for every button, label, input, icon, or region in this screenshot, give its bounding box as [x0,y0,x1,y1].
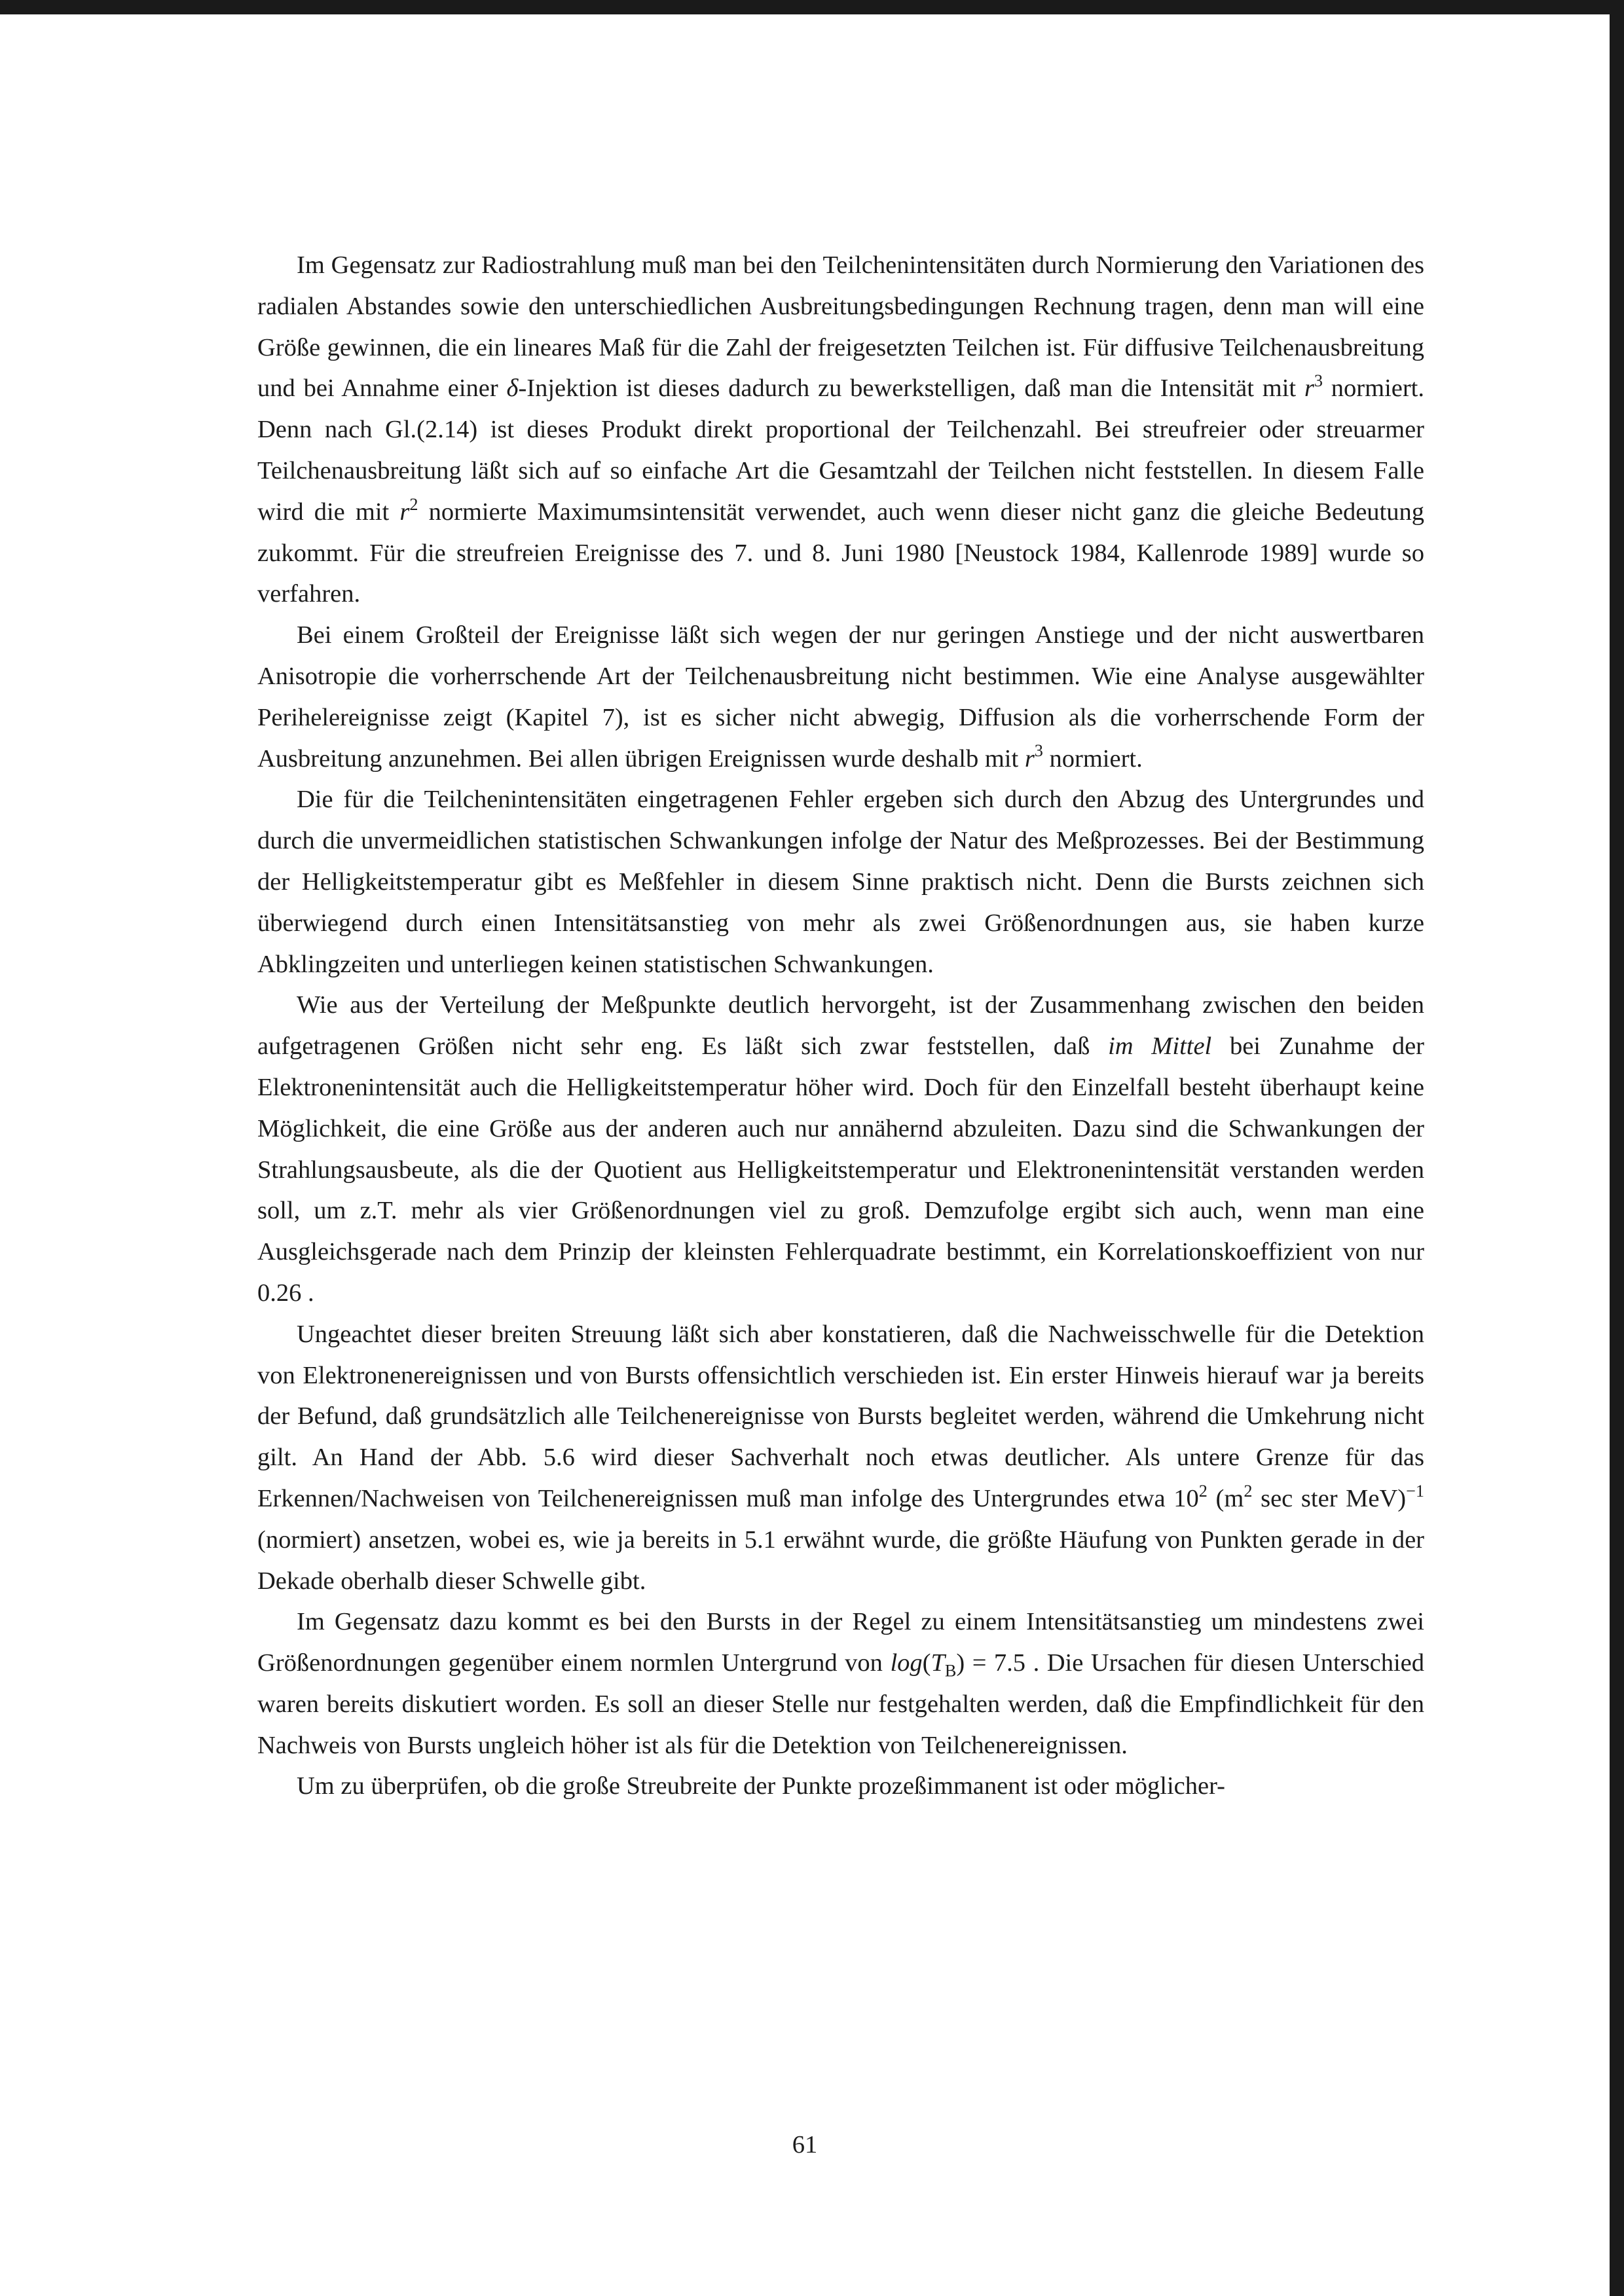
paragraph [257,1766,1424,1807]
superscript: 2 [409,494,418,514]
superscript: 3 [1034,741,1043,761]
italic-text: r [1304,374,1314,403]
text-run: bei Zunahme der Elektronenintensität auch die Helligkeitstemperatur höher wird. Doch für den Einzelfall besteht überhaupt keine Möglichkeit, die eine Größe aus der anderen auch nur annähernd abzuleiten. Dazu sind die Schwankungen der Strahlungsausbeute, als die der Quotient aus Helligkeitstemperatur und Elektronenintensität verstanden werden soll, um z.T. mehr als vier Größenordnungen viel zu groß. Demzufolge ergibt sich auch, wenn man eine Ausgleichsgerade nach dem Prinzip der kleinsten Fehlerquadrate bestimmt, ein Korrelationskoeffizient von nur 0.26 . [257,1032,1424,1307]
superscript: 2 [1244,1481,1253,1501]
text-run: -Injektion ist dieses dadurch zu bewerkstelligen, daß man die Intensität mit [518,374,1304,403]
text-run: Bei einem Großteil der Ereignisse läßt sich wegen der nur geringen Anstiege und der nicht auswertbaren Anisotropie die vorherrschende Art der Teilchenausbreitung nicht bestimmen. Wie eine Analyse ausgewählter Perihelereignisse zeigt (Kapitel 7), ist es sicher nicht abwegig, Diffusion als die vorherrschende Form der Ausbreitung anzunehmen. Bei allen übrigen Ereignissen wurde deshalb mit [257,621,1424,773]
text-run: Im Gegensatz zur Radiostrahlung muß man bei den Teilchenintensitäten durch Normierung den Variationen des radialen Abstandes sowie den unterschiedlichen Ausbreitungsbedingungen Rechnung tragen, denn man will eine Größe gewinnen, die ein lineares Maß für die Zahl der freigesetzten Teilchen ist. Für diffusive Teilchenausbreitung und bei Annahme einer [257,251,1424,403]
text-run: ( [922,1649,931,1677]
paragraph [257,985,1424,1313]
paragraph [257,245,1424,615]
text-run: Die für die Teilchenintensitäten eingetragenen Fehler ergeben sich durch den Abzug des Untergrundes und durch die unvermeidlichen statistischen Schwankungen infolge der Natur des Meßprozesses. Bei der Bestimmung der Helligkeitstemperatur gibt es Meßfehler in diesem Sinne praktisch nicht. Denn die Bursts zeichnen sich überwiegend durch einen Intensitätsanstieg von mehr als zwei Größenordnungen aus, sie haben kurze Abklingzeiten und unterliegen keinen statistischen Schwankungen. [257,786,1424,978]
italic-text: δ [506,374,519,403]
superscript: −1 [1406,1481,1424,1501]
italic-text: im Mittel [1108,1032,1212,1061]
superscript: 2 [1198,1481,1208,1501]
paragraph [257,779,1424,985]
subscript: B [944,1661,957,1681]
text-run: normierte Maximumsintensität verwendet, auch wenn dieser nicht ganz die gleiche Bedeutung zukommt. Für die streufreien Ereignisse des 7. und 8. Juni 1980 [Neustock 1984, Kallenrode 1989] wurde so verfahren. [257,498,1424,608]
page-sheet [0,14,1610,2296]
italic-text: r [1024,744,1035,773]
italic-text: r [399,498,410,526]
italic-text: T [931,1649,945,1677]
superscript: 3 [1314,371,1323,391]
paragraph [257,615,1424,779]
text-run: (normiert) ansetzen, wobei es, wie ja bereits in 5.1 erwähnt wurde, die größte Häufung von Punkten gerade in der Dekade oberhalb dieser Schwelle gibt. [257,1525,1424,1595]
text-run: ) = 7.5 . Die Ursachen für diesen Unterschied waren bereits diskutiert worden. Es soll an dieser Stelle nur festgehalten werden, daß die Empfindlichkeit für den Nachweis von Bursts ungleich höher ist als für die Detektion von Teilchenereignissen. [257,1649,1424,1759]
text-run: normiert. Denn nach Gl.(2.14) ist dieses Produkt direkt proportional der Teilchenzahl. Bei streufreier oder streuarmer Teilchenausbreitung läßt sich auf so einfache Art die Gesamtzahl der Teilchen nicht feststellen. In diesem Falle wird die mit [257,374,1424,526]
paragraph [257,1314,1424,1602]
italic-text: log [890,1649,923,1677]
text-run: sec ster MeV) [1252,1484,1407,1512]
text-run: Im Gegensatz dazu kommt es bei den Bursts in der Regel zu einem Intensitätsanstieg um mindestens zwei Größenordnungen gegenüber einem normlen Untergrund von [257,1608,1424,1677]
paragraph [257,1601,1424,1766]
text-run: Um zu überprüfen, ob die große Streubreite der Punkte prozeßimmanent ist oder möglicher- [297,1772,1225,1800]
text-run: normiert. [1043,744,1143,773]
text-run: Ungeachtet dieser breiten Streuung läßt sich aber konstatieren, daß die Nachweisschwelle für die Detektion von Elektronenereignissen und von Bursts offensichtlich verschieden ist. Ein erster Hinweis hierauf war ja bereits der Befund, daß grundsätzlich alle Teilchenereignisse von Bursts begleitet werden, während die Umkehrung nicht gilt. An Hand der Abb. 5.6 wird dieser Sachverhalt noch etwas deutlicher. Als untere Grenze für das Erkennen/Nachweisen von Teilchenereignissen muß man infolge des Untergrundes etwa 10 [257,1320,1424,1512]
text-run: (m [1207,1484,1244,1512]
page-number: 61 [792,2131,818,2159]
body-text [257,245,1424,1807]
text-run: Wie aus der Verteilung der Meßpunkte deutlich hervorgeht, ist der Zusammenhang zwischen den beiden aufgetragenen Größen nicht sehr eng. Es läßt sich zwar feststellen, daß [257,991,1424,1061]
